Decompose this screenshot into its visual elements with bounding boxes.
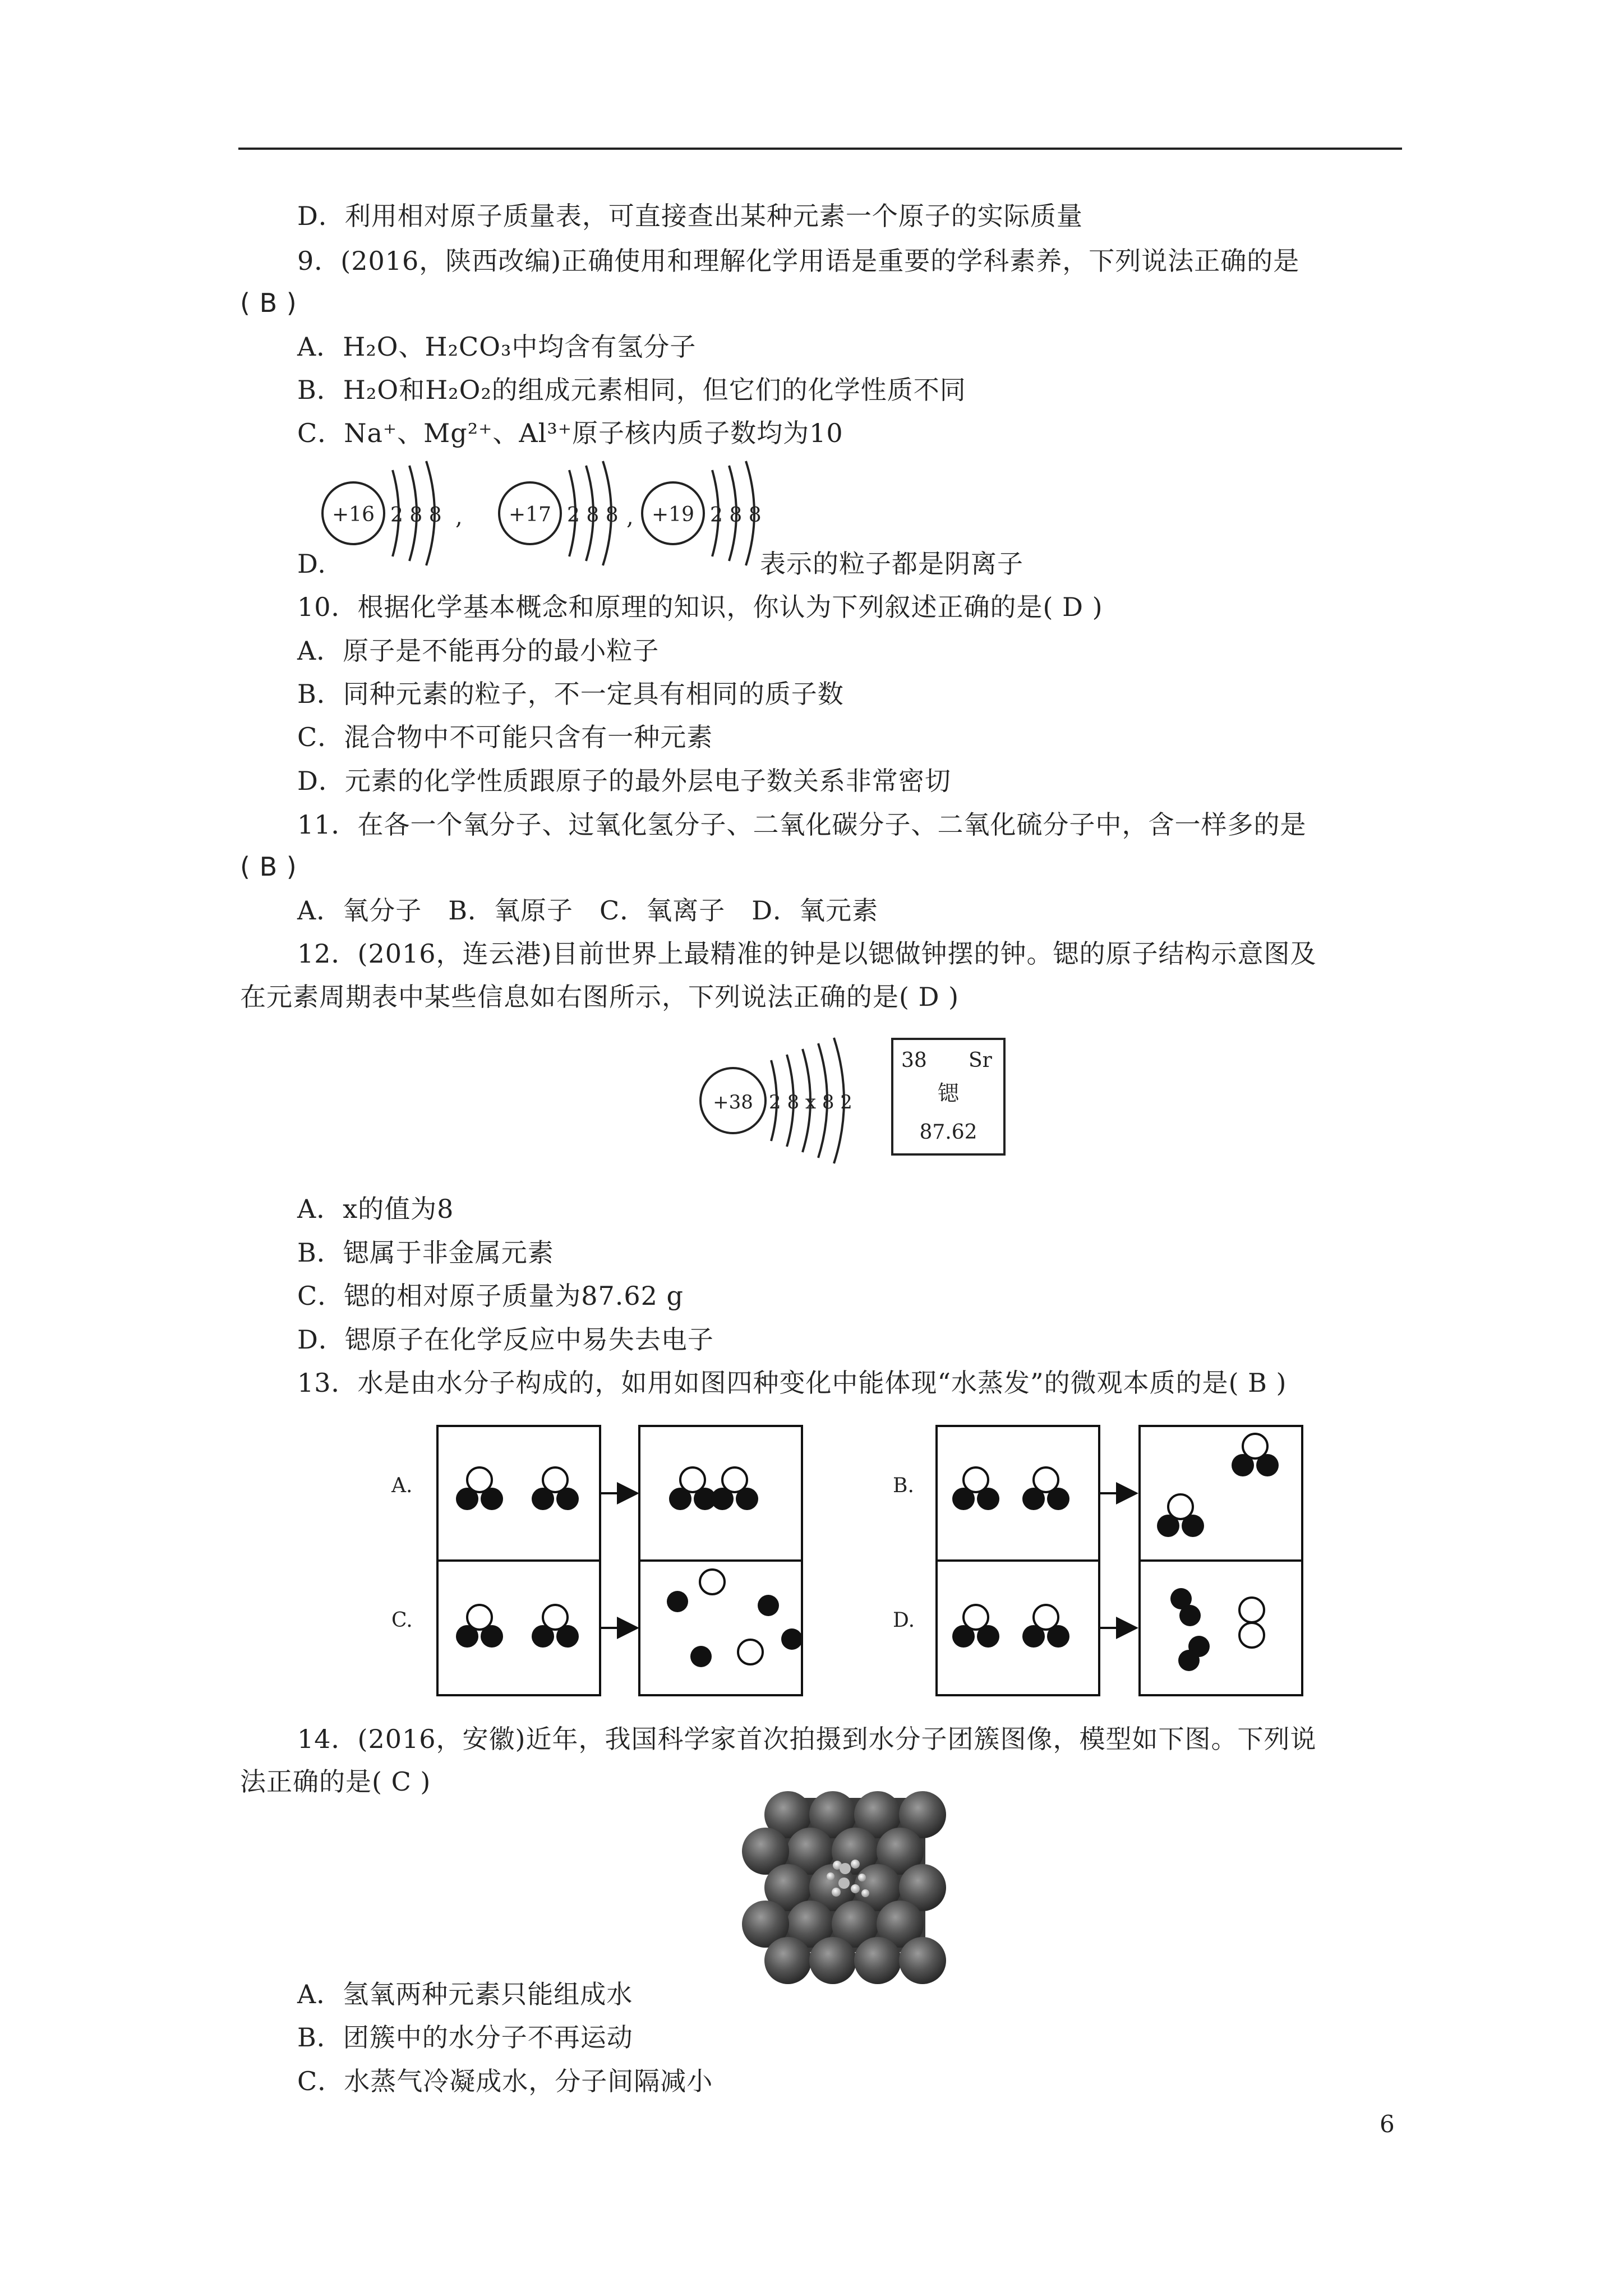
water-cluster-image [771,1798,925,1952]
element-symbol: Sr [969,1049,992,1072]
q12-stem-1: 12．(2016，连云港)目前世界上最精准的钟是以锶做钟摆的钟。锶的原子结构示意图及 [297,938,1317,969]
q13-label-d: D. [893,1609,915,1632]
q9-option-b: B．H₂O和H₂O₂的组成元素相同，但它们的化学性质不同 [297,375,966,405]
shell-electrons-3: 2 8 8 [710,504,762,527]
q10-option-d: D．元素的化学性质跟原子的最外层电子数关系非常密切 [297,766,951,796]
q9-stem: 9．(2016，陕西改编)正确使用和理解化学用语是重要的学科素养，下列说法正确的是 [297,246,1300,276]
q13-label-b: B. [893,1474,914,1497]
atomic-mass: 87.62 [919,1121,978,1144]
q14-stem-2: 法正确的是( C ) [240,1766,431,1797]
separator-2: , [626,504,634,530]
strontium-nucleus-charge: +38 [713,1091,753,1114]
atom-diagram-3 [642,461,762,565]
q13-option-a [437,1426,802,1561]
q13-option-b [937,1426,1302,1561]
q12-option-a: A．x的值为8 [297,1194,454,1224]
q12-option-d: D．锶原子在化学反应中易失去电子 [297,1324,714,1355]
q10-option-a: A．原子是不能再分的最小粒子 [297,636,660,666]
q9-option-a: A．H₂O、H₂CO₃中均含有氢分子 [297,332,697,362]
q14-stem-1: 14．(2016，安徽)近年，我国科学家首次拍摄到水分子团簇图像，模型如下图。下列说 [297,1724,1317,1754]
q12-option-c: C．锶的相对原子质量为87.62 g [297,1281,684,1311]
q11-options: A．氧分子 B．氧原子 C．氧离子 D．氧元素 [297,895,879,926]
q10-option-c: C．混合物中不可能只含有一种元素 [297,722,713,752]
q13-particle-diagrams [376,1414,1318,1728]
atom-diagram-2 [499,461,634,565]
q9-answer: ( B ) [240,288,297,318]
page-number: 6 [1380,2110,1395,2138]
q14-option-c: C．水蒸气冷凝成水，分子间隔减小 [297,2066,713,2096]
strontium-diagram [698,1032,1012,1167]
element-name: 锶 [937,1081,960,1106]
nucleus-charge-3: +19 [652,503,694,526]
q14-option-a: A．氢氧两种元素只能组成水 [297,1979,633,2009]
q14-option-b: B．团簇中的水分子不再运动 [297,2022,633,2053]
atomic-number: 38 [901,1049,927,1072]
q10-stem: 10．根据化学基本概念和原理的知识，你认为下列叙述正确的是( D ) [297,592,1103,622]
q13-label-c: C. [391,1609,413,1632]
separator-1: , [455,504,463,530]
q11-stem: 11．在各一个氧分子、过氧化氢分子、二氧化碳分子、二氧化硫分子中，含一样多的是 [297,809,1307,840]
q9-option-d-label: D. [297,549,326,579]
q9-atom-diagrams [320,449,768,578]
q12-stem-2: 在元素周期表中某些信息如右图所示，下列说法正确的是( D ) [240,982,960,1012]
shell-electrons-1: 2 8 8 [390,504,442,527]
strontium-shell-electrons: 2 8 x 8 2 [769,1091,852,1114]
q8-option-d: D．利用相对原子质量表，可直接查出某种元素一个原子的实际质量 [297,201,1083,231]
q13-stem: 13．水是由水分子构成的，如用如图四种变化中能体现“水蒸发”的微观本质的是( B ) [297,1368,1287,1398]
q10-option-b: B．同种元素的粒子，不一定具有相同的质子数 [297,679,844,709]
q13-option-c [437,1561,803,1695]
q13-label-a: A. [391,1474,413,1497]
nucleus-charge-1: +16 [332,503,375,526]
shell-electrons-2: 2 8 8 [567,504,619,527]
q9-option-c: C．Na⁺、Mg²⁺、Al³⁺原子核内质子数均为10 [297,418,843,448]
periodic-table-cell [892,1039,1004,1154]
nucleus-charge-2: +17 [509,503,551,526]
q12-option-b: B．锶属于非金属元素 [297,1237,554,1268]
header-rule [238,148,1402,150]
q13-option-d [937,1561,1302,1695]
q9-option-d-text: 表示的粒子都是阴离子 [760,549,1023,579]
q11-answer: ( B ) [240,852,297,882]
atom-diagram-1 [322,461,463,565]
